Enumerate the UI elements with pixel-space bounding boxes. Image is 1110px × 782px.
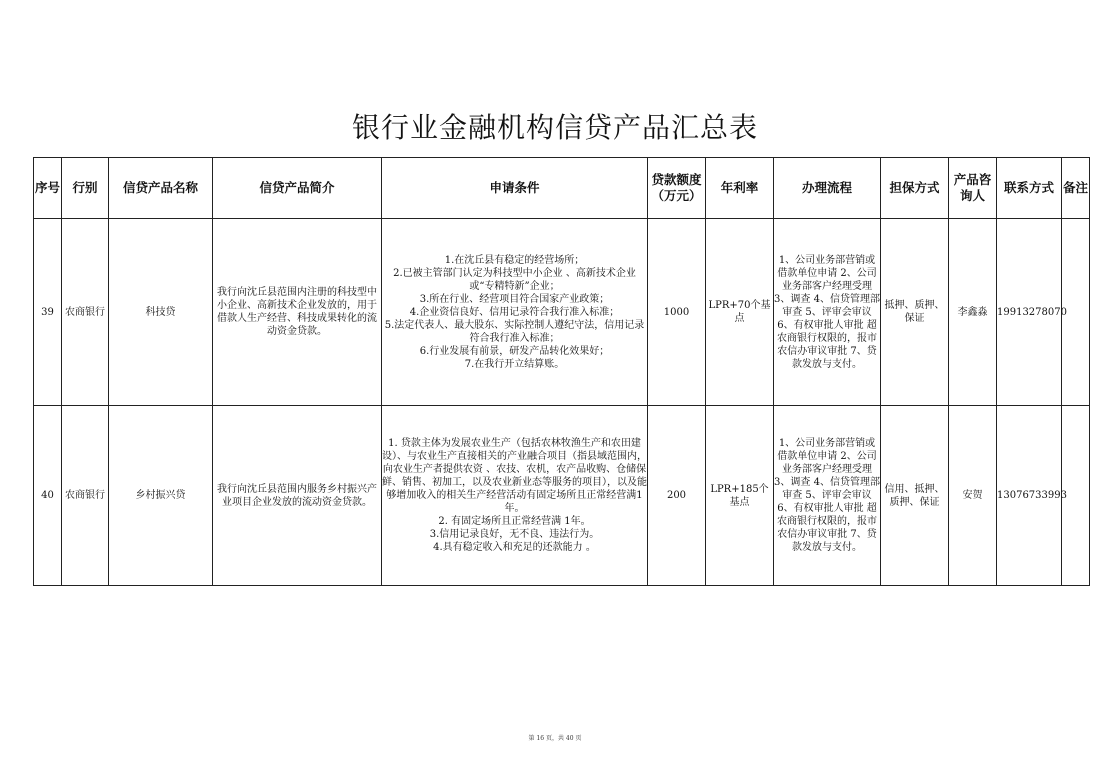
- table-header-row: [34, 158, 1090, 219]
- cell-product-name: 科技贷: [109, 219, 213, 406]
- header-consultant-line2: 询人: [959, 188, 985, 203]
- cell-seq: 39: [34, 219, 62, 406]
- page-title: 银行业金融机构信贷产品汇总表: [351, 111, 758, 144]
- condition-line: 5.法定代表人、最大股东、实际控制人遵纪守法，信用记录符合我行准入标准；: [384, 319, 645, 344]
- table-row: [34, 406, 1090, 586]
- header-process: 办理流程: [774, 158, 881, 219]
- header-product-intro: 信贷产品简介: [213, 158, 382, 219]
- header-conditions: 申请条件: [382, 158, 648, 219]
- condition-line: 6.行业发展有前景，研发产品转化效果好；: [419, 345, 610, 357]
- header-category: 行别: [62, 158, 109, 219]
- cell-conditions: [382, 406, 648, 586]
- condition-line: 2.已被主管部门认定为科技型中小企业 、高新技术企业或“专精特新”企业；: [393, 267, 636, 292]
- cell-process: 1、公司业务部营销或借款单位申请 2、公司业务部客户经理受理 3、调查 4、信贷管理部审查 5、评审会审议 6、有权审批人审批 超农商银行权限的，报市农信办审议审批 7、贷款发放与支付。: [774, 219, 881, 406]
- cell-amount: 200: [648, 406, 706, 586]
- condition-line: 1.在沈丘县有稳定的经营场所；: [444, 254, 585, 266]
- cell-category: 农商银行: [62, 406, 109, 586]
- cell-contact: 19913278070: [997, 219, 1062, 406]
- header-contact: 联系方式: [997, 158, 1062, 219]
- header-seq: 序号: [34, 158, 62, 219]
- cell-product-intro: 我行向沈丘县范围内服务乡村振兴产业项目企业发放的流动资金贷款。: [213, 406, 382, 586]
- cell-conditions: [382, 219, 648, 406]
- header-rate: 年利率: [706, 158, 774, 219]
- header-amount: [648, 158, 706, 219]
- cell-rate: LPR+70个基点: [706, 219, 774, 406]
- page-footer: 第 16 页，共 40 页: [528, 735, 582, 742]
- condition-line: 3.所在行业、经营项目符合国家产业政策；: [419, 293, 610, 305]
- condition-line: 2. 有固定场所且正常经营满 1年。: [438, 516, 591, 527]
- cell-guarantee: 信用、抵押、质押、保证: [881, 406, 949, 586]
- cell-product-name: 乡村振兴贷: [109, 406, 213, 586]
- cell-rate: LPR+185个基点: [706, 406, 774, 586]
- header-amount-line1: 贷款额度: [651, 171, 702, 187]
- condition-line: 7.在我行开立结算账。: [464, 358, 565, 370]
- cell-process: 1、公司业务部营销或借款单位申请 2、公司业务部客户经理受理 3、调查 4、信贷管理部审查 5、评审会审议 6、有权审批人审批 超农商银行权限的，报市农信办审议审批 7、贷款发放与支付。: [774, 406, 881, 586]
- cell-guarantee: 抵押、质押、保证: [881, 219, 949, 406]
- condition-line: 1. 贷款主体为发展农业生产（包括农林牧渔生产和农田建设）、与农业生产直接相关的产业融合项目（指县域范围内，向农业生产者提供农资 、农技、农机，农产品收购、仓储保鲜、销售、初加工，以及农业新业态等服务的项目），以及能够增加收入的相关生产经营活动有固定场所且正常经营满1年。: [382, 438, 647, 514]
- condition-line: 4.企业资信良好、信用记录符合我行准入标准；: [409, 306, 620, 318]
- header-product-name: 信贷产品名称: [109, 158, 213, 219]
- header-consultant: [949, 158, 997, 219]
- header-guarantee: 担保方式: [881, 158, 949, 219]
- loan-products-table: [33, 157, 1090, 586]
- table-row: [34, 219, 1090, 406]
- header-amount-line2: （万元）: [651, 188, 702, 203]
- cell-consultant: 安贺: [949, 406, 997, 586]
- condition-line: 4.具有稳定收入和充足的还款能力 。: [433, 542, 596, 553]
- cell-category: 农商银行: [62, 219, 109, 406]
- header-remark: 备注: [1062, 158, 1090, 219]
- cell-product-intro: 我行向沈丘县范围内注册的科技型中小企业、高新技术企业发放的，用于借款人生产经营、科技成果转化的流动资金贷款。: [213, 219, 382, 406]
- condition-line: 3.信用记录良好，无不良、违法行为。: [429, 529, 600, 540]
- cell-amount: 1000: [648, 219, 706, 406]
- cell-consultant: 李鑫淼: [949, 219, 997, 406]
- cell-contact: 13076733993: [997, 406, 1062, 586]
- cell-seq: 40: [34, 406, 62, 586]
- header-consultant-line1: 产品咨: [953, 171, 992, 187]
